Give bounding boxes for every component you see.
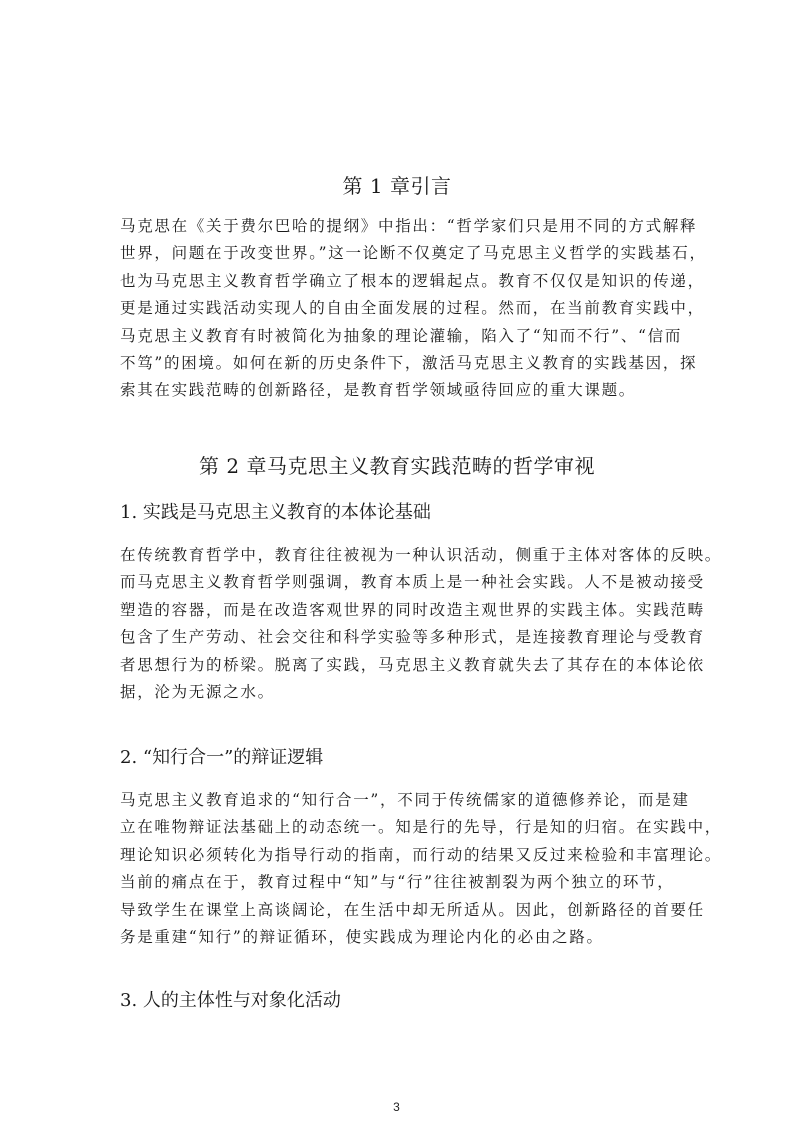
text-line: 不笃”的困境。如何在新的历史条件下，激活马克思主义教育的实践基因，探 xyxy=(120,354,698,373)
section-1-heading: 1. 实践是马克思主义教育的本体论基础 xyxy=(120,502,431,523)
text-line: 者思想行为的桥梁。脱离了实践，马克思主义教育就失去了其存在的本体论依 xyxy=(120,655,705,674)
text-line: 马克思在《关于费尔巴哈的提纲》中指出：“哲学家们只是用不同的方式解释 xyxy=(120,217,698,235)
section-3-heading: 3. 人的主体性与对象化活动 xyxy=(120,990,341,1011)
text-line: 马克思主义教育追求的“知行合一”，不同于传统儒家的道德修养论，而是建 xyxy=(120,791,690,809)
chapter-1-paragraph xyxy=(120,213,707,405)
text-line: 立在唯物辩证法基础上的动态统一。知是行的先导，行是知的归宿。在实践中， xyxy=(120,818,723,837)
text-line: 当前的痛点在于，教育过程中“知”与“行”往往被割裂为两个独立的环节， xyxy=(120,873,675,892)
page-number: 3 xyxy=(393,1100,400,1114)
text-line: 索其在实践范畴的创新路径，是教育哲学领域亟待回应的重大课题。 xyxy=(120,381,637,400)
text-line: 世界，问题在于改变世界。”这一论断不仅奠定了马克思主义哲学的实践基石， xyxy=(120,244,707,263)
chapter-1-title: 第 1 章引言 xyxy=(342,174,452,198)
text-line: 更是通过实践活动实现人的自由全面发展的过程。然而，在当前教育实践中， xyxy=(120,299,705,318)
chapter-2-title: 第 2 章马克思主义教育实践范畴的哲学审视 xyxy=(199,454,595,478)
text-line: 务是重建“知行”的辩证循环，使实践成为理论内化的必由之路。 xyxy=(120,928,604,947)
section-2-paragraph xyxy=(120,787,723,951)
text-line: 在传统教育哲学中，教育往往被视为一种认识活动，侧重于主体对客体的反映。 xyxy=(120,546,723,564)
text-line: 包含了生产劳动、社会交往和科学实验等多种形式，是连接教育理论与受教育 xyxy=(120,628,705,647)
text-line: 导致学生在课堂上高谈阔论，在生活中却无所适从。因此，创新路径的首要任 xyxy=(120,900,705,919)
text-line: 马克思主义教育有时被简化为抽象的理论灌输，陷入了“知而不行”、“信而 xyxy=(120,326,683,345)
text-line: 塑造的容器，而是在改造客观世界的同时改造主观世界的实践主体。实践范畴 xyxy=(120,600,705,619)
section-2-heading: 2. “知行合一”的辩证逻辑 xyxy=(120,747,324,768)
text-line: 也为马克思主义教育哲学确立了根本的逻辑起点。教育不仅仅是知识的传递， xyxy=(120,271,705,290)
section-1-paragraph xyxy=(120,542,723,706)
text-line: 而马克思主义教育哲学则强调，教育本质上是一种社会实践。人不是被动接受 xyxy=(120,573,705,592)
text-line: 据，沦为无源之水。 xyxy=(120,683,275,702)
text-line: 理论知识必须转化为指导行动的指南，而行动的结果又反过来检验和丰富理论。 xyxy=(120,845,723,864)
